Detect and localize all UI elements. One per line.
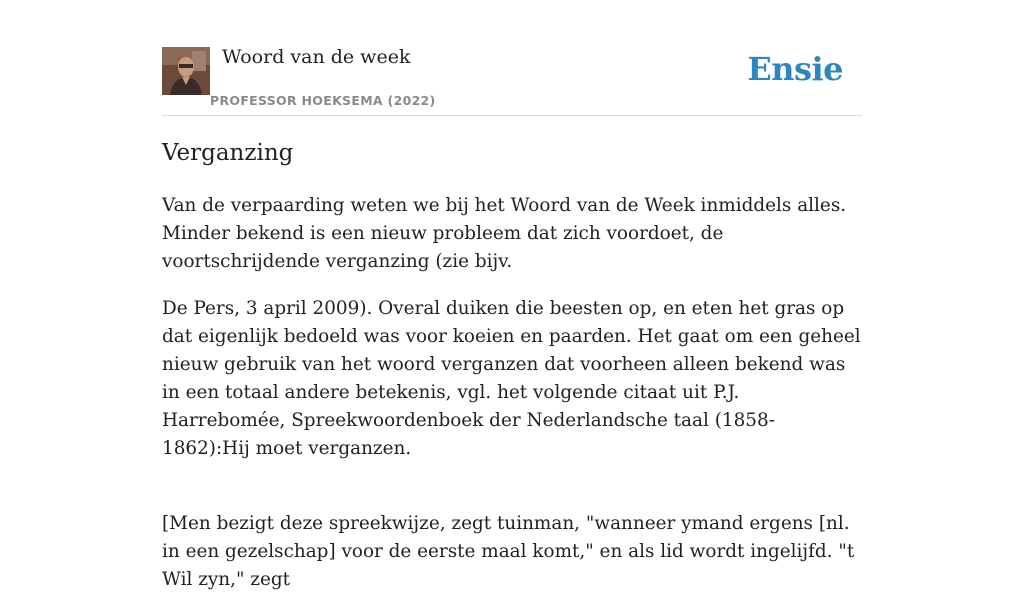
paragraph-2: De Pers, 3 april 2009). Overal duiken die beesten op, en eten het gras op dat eigenlijk bedoeld was voor koeien en paarden. Het gaat om een geheel nieuw gebruik van het woord verganzen dat voorheen alleen bekend was in een totaal andere betekenis, vgl. het volgende citaat uit P.J. Harrebomée, Spreekwoordenboek der Nederlandsche taal (1858-1862):Hij moet verganzen.	[162, 298, 861, 459]
article-body	[162, 192, 862, 613]
paragraph-spacer	[162, 482, 862, 510]
paragraph-1: Van de verpaarding weten we bij het Woord van de Week inmiddels alles. Minder bekend is een nieuw probleem dat zich voordoet, de voortschrijdende verganzing (zie bijv.	[162, 195, 847, 272]
ensie-logo[interactable]: Ensie	[747, 50, 843, 88]
site-title[interactable]: Woord van de week	[222, 46, 411, 68]
author-byline[interactable]: PROFESSOR HOEKSEMA (2022)	[210, 93, 436, 108]
avatar[interactable]	[162, 47, 210, 95]
article-title: Verganzing	[162, 140, 294, 166]
header	[162, 40, 862, 116]
paragraph-3: [Men bezigt deze spreekwijze, zegt tuinman, "wanneer ymand ergens [nl. in een gezelschap] voor de eerste maal komt," en als lid wordt ingelijfd. "t Wil zyn," zegt	[162, 513, 855, 590]
person-photo-icon	[162, 47, 210, 95]
